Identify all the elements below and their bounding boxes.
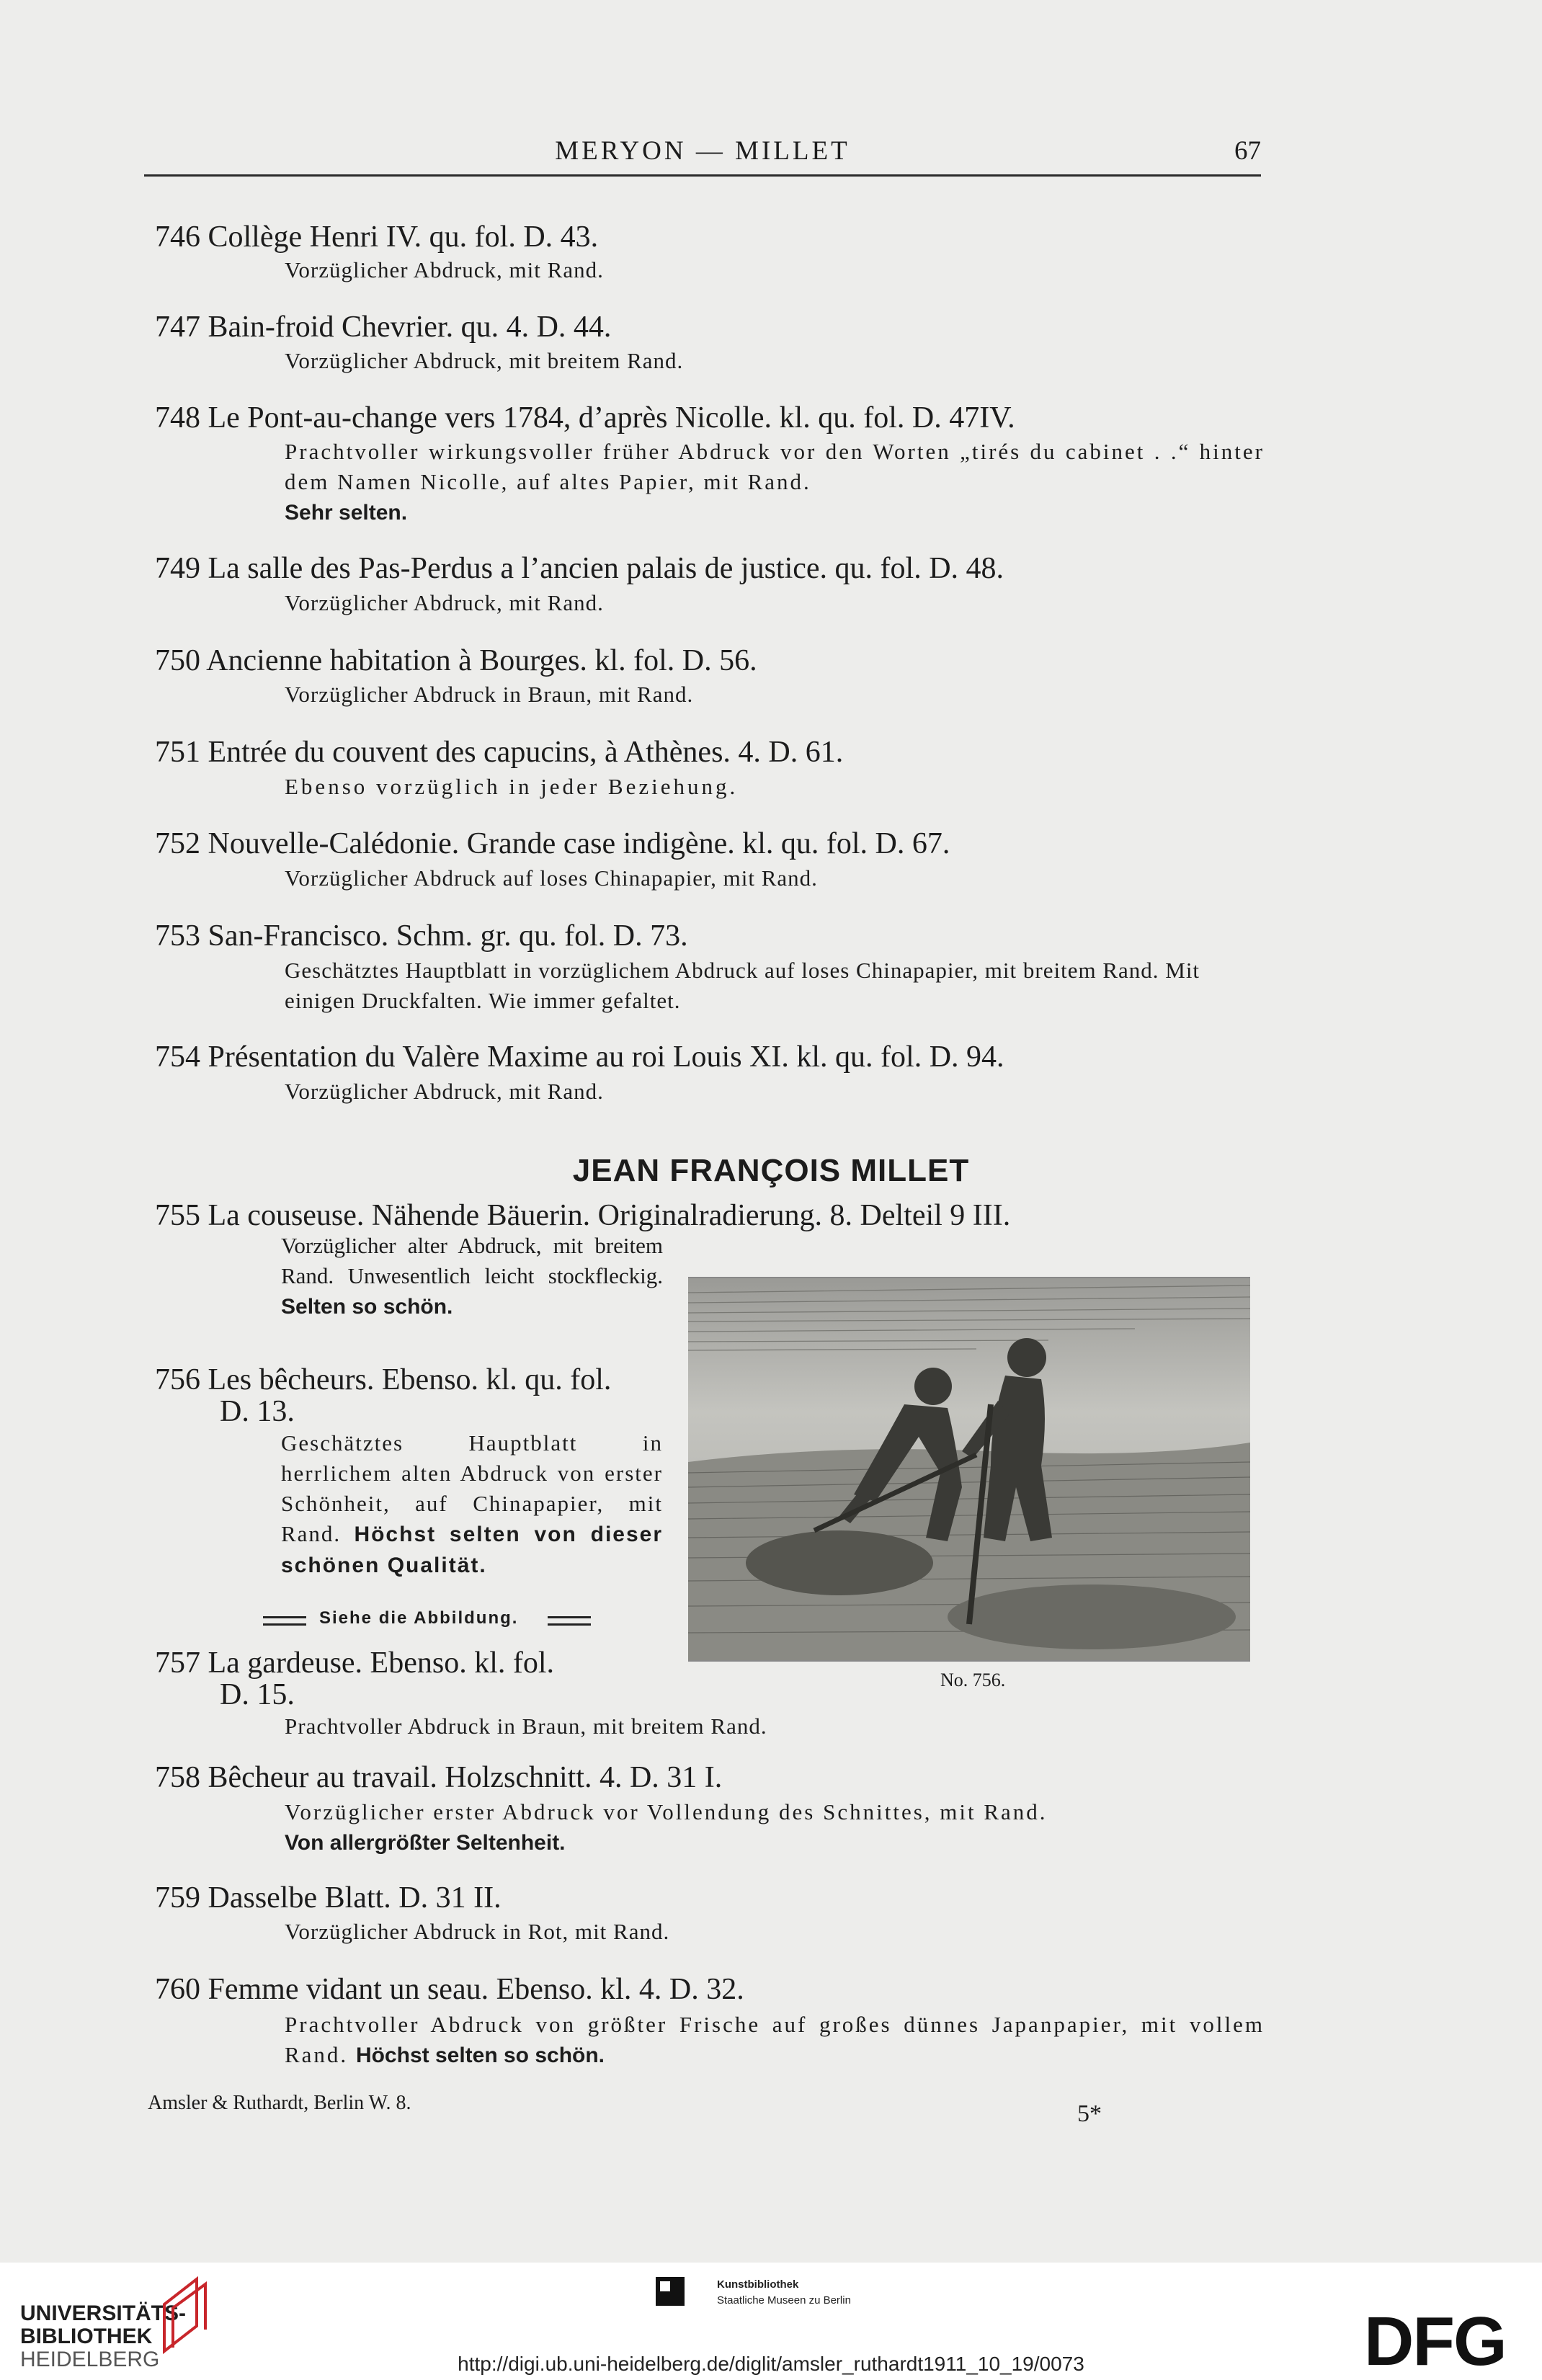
kunstbibliothek-label: [717, 2277, 851, 2309]
entry-758-note: Von allergrößter Seltenheit.: [285, 1831, 566, 1855]
running-header: [144, 135, 1261, 169]
entry-747-desc: Vorzüglicher Abdruck, mit breitem Rand.: [285, 348, 684, 373]
entry-754-desc: Vorzüglicher Abdruck, mit Rand.: [285, 1079, 604, 1104]
entry-760-desc-text: Prachtvoller Abdruck von größter Frische auf großes dünnes Japanpapier, mit vollem Rand.: [285, 2012, 1265, 2067]
entry-750-title: 750 Ancienne habitation à Bourges. kl. fol. D. 56.: [155, 644, 757, 677]
section-title: JEAN FRANÇOIS MILLET: [572, 1153, 970, 1188]
entry-752-title: 752 Nouvelle-Calédonie. Grande case indigène. kl. qu. fol. D. 67.: [155, 827, 950, 860]
entry-757-title-line2: D. 15.: [220, 1678, 295, 1711]
page-number: 67: [1234, 136, 1261, 166]
entry-756-desc: [281, 1428, 663, 1581]
entry-748-note: Sehr selten.: [285, 501, 408, 525]
entry-760-desc: [285, 2010, 1265, 2071]
entry-756-title-line2: D. 13.: [220, 1395, 295, 1428]
entry-757-title: [155, 1647, 667, 1711]
entry-747-title: 747 Bain-froid Chevrier. qu. 4. D. 44.: [155, 311, 612, 344]
entry-746-desc: Vorzüglicher Abdruck, mit Rand.: [285, 257, 604, 282]
see-illustration-text: Siehe die Abbildung.: [319, 1608, 519, 1628]
entry-753-title: 753 San-Francisco. Schm. gr. qu. fol. D. 73.: [155, 919, 688, 953]
entry-758-title: 758 Bêcheur au travail. Holzschnitt. 4. D. 31 I.: [155, 1761, 723, 1794]
ub-red-mark-icon: [157, 2276, 215, 2355]
entry-757-title-line1: 757 La gardeuse. Ebenso. kl. fol.: [155, 1646, 555, 1680]
signature-mark: 5*: [1077, 2100, 1102, 2127]
entry-749-title: 749 La salle des Pas-Perdus a l’ancien palais de justice. qu. fol. D. 48.: [155, 552, 1004, 585]
double-rule-right: [548, 1616, 591, 1626]
kunstbibliothek-title: Kunstbibliothek: [717, 2278, 799, 2291]
entry-749-desc: Vorzüglicher Abdruck, mit Rand.: [285, 590, 604, 615]
entry-756-title-line1: 756 Les bêcheurs. Ebenso. kl. qu. fol.: [155, 1363, 612, 1396]
entry-756-note: Höchst selten von dieser schönen Qualität.: [281, 1523, 664, 1577]
entry-758-desc-text: Vorzüglicher erster Abdruck vor Vollendung des Schnittes, mit Rand.: [285, 1799, 1048, 1824]
see-illustration-marker: [263, 1607, 594, 1631]
entry-748-title: 748 Le Pont-au-change vers 1784, d’après Nicolle. kl. qu. fol. D. 47IV.: [155, 401, 1015, 434]
entry-752-desc: Vorzüglicher Abdruck auf loses Chinapapier, mit Rand.: [285, 865, 818, 891]
entry-751-desc: Ebenso vorzüglich in jeder Beziehung.: [285, 774, 739, 799]
double-rule-left: [263, 1616, 306, 1626]
entry-760-note: Höchst selten so schön.: [355, 2043, 605, 2067]
ub-logo-line2: BIBLIOTHEK: [20, 2325, 153, 2348]
kunstbibliothek-logo-icon: [656, 2277, 685, 2306]
source-url-link[interactable]: http://digi.ub.uni-heidelberg.de/diglit/amsler_ruthardt1911_10_19/0073: [458, 2353, 1084, 2375]
entry-748-desc: [285, 437, 1265, 528]
entry-750-desc: Vorzüglicher Abdruck in Braun, mit Rand.: [285, 682, 694, 707]
entry-753-desc: Geschätztes Hauptblatt in vorzüglichem Abdruck auf loses Chinapapier, mit breitem Rand. Mit einigen Druckfalten. Wie immer gefaltet.: [285, 958, 1200, 1013]
entry-748-desc-text: Prachtvoller wirkungsvoller früher Abdruck vor den Worten „tirés du cabinet . .“ hinter dem Namen Nicolle, auf altes Papier, mit Rand.: [285, 439, 1265, 494]
etching-image: [688, 1278, 1250, 1660]
kunstbibliothek-subtitle: Staatliche Museen zu Berlin: [717, 2294, 851, 2307]
header-title: MERYON — MILLET: [555, 136, 850, 166]
entry-759-desc: Vorzüglicher Abdruck in Rot, mit Rand.: [285, 1919, 670, 1944]
publisher-imprint: Amsler & Ruthardt, Berlin W. 8.: [148, 2092, 411, 2114]
entry-760-title: 760 Femme vidant un seau. Ebenso. kl. 4. D. 32.: [155, 1973, 744, 2006]
entry-755-note: Selten so schön.: [281, 1295, 453, 1319]
entry-759-title: 759 Dasselbe Blatt. D. 31 II.: [155, 1881, 502, 1915]
entry-755-title: 755 La couseuse. Nähende Bäuerin. Originalradierung. 8. Delteil 9 III.: [155, 1199, 1011, 1232]
entry-751-title: 751 Entrée du couvent des capucins, à Athènes. 4. D. 61.: [155, 736, 844, 769]
entry-758-desc: [285, 1797, 1265, 1858]
dfg-logo: DFG: [1364, 2303, 1506, 2380]
ub-logo-line1: UNIVERSITÄTS-: [20, 2301, 187, 2325]
entry-746-title: 746 Collège Henri IV. qu. fol. D. 43.: [155, 220, 599, 254]
entry-755-desc: [281, 1231, 663, 1322]
illustration-les-becheurs: [688, 1277, 1250, 1662]
ub-logo-line3: HEIDELBERG: [20, 2348, 160, 2371]
entry-756-title: [155, 1364, 667, 1427]
header-rule: [144, 174, 1261, 177]
figure-caption: No. 756.: [940, 1670, 1006, 1690]
entry-756-desc-text: Geschätztes Hauptblatt in herrlichem alten Abdruck von erster Schönheit, auf Chinapapier, mit Rand.: [281, 1430, 663, 1546]
entry-755-desc-text: Vorzüglicher alter Abdruck, mit breitem Rand. Unwesentlich leicht stockfleckig.: [281, 1233, 663, 1288]
entry-757-desc: Prachtvoller Abdruck in Braun, mit breitem Rand.: [285, 1713, 767, 1739]
entry-754-title: 754 Présentation du Valère Maxime au roi Louis XI. kl. qu. fol. D. 94.: [155, 1040, 1004, 1074]
